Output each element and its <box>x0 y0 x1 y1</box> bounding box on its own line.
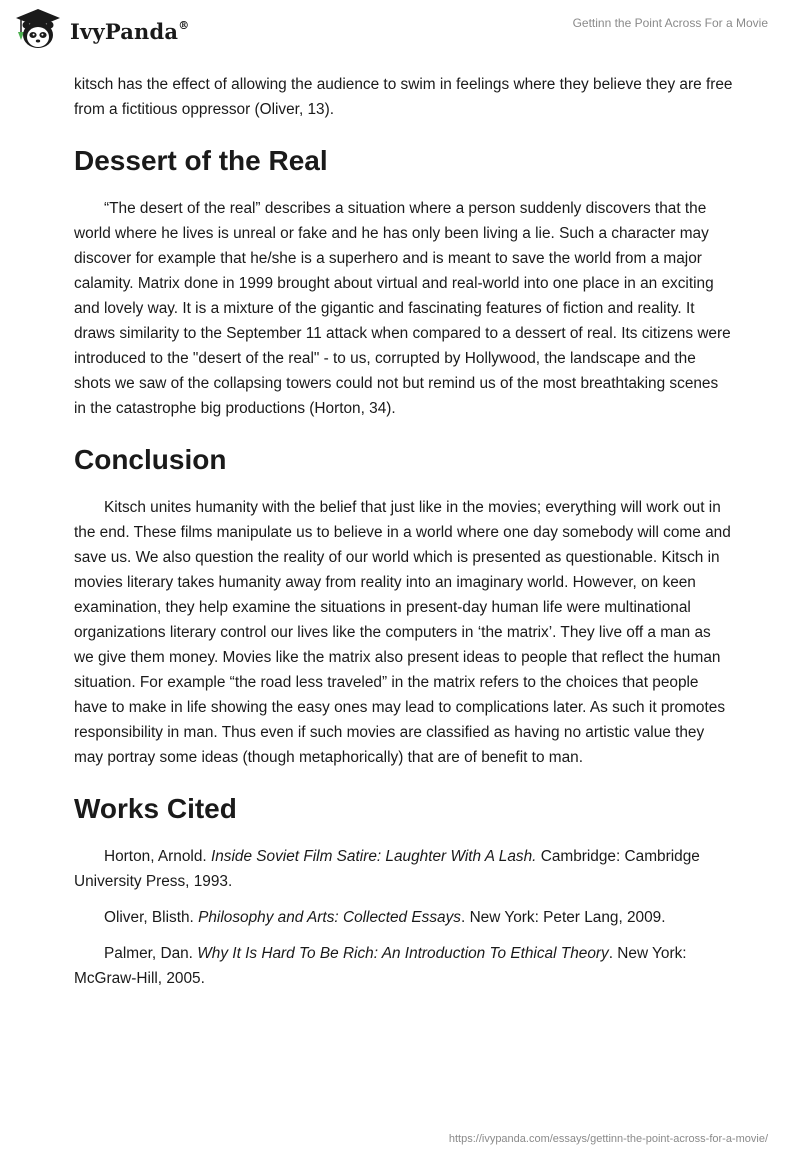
source-url[interactable]: https://ivypanda.com/essays/gettinn-the-point-across-for-a-movie/ <box>448 1133 768 1145</box>
section-heading-conclusion: Conclusion <box>74 444 227 475</box>
intro-paragraph: kitsch has the effect of allowing the audience to swim in feelings where they believe they are free from a fictitious oppressor (Oliver, 13). <box>74 76 733 118</box>
citation-entry: Horton, Arnold. Inside Soviet Film Satire: Laughter With A Lash. Cambridge: Cambridge University Press, 1993. <box>74 848 700 890</box>
citation-entry: Oliver, Blisth. Philosophy and Arts: Collected Essays. New York: Peter Lang, 2009. <box>104 909 666 926</box>
section-heading-desert: Dessert of the Real <box>74 145 328 176</box>
essay-content <box>74 72 734 991</box>
brand-name: IvyPanda® <box>70 18 190 44</box>
section-heading-works-cited: Works Cited <box>74 793 237 824</box>
conclusion-paragraph: Kitsch unites humanity with the belief that just like in the movies; everything will work out in the end. These films manipulate us to believe in a world where one day somebody will come and save us. We also question the reality of our world which is presented as questionable. Kitsch in movies literary takes humanity away from reality into an imaginary world. However, on keen examination, they help examine the situations in present-day human life were multinational organizations literary control our lives like the computers in ‘the matrix’. They live off a man as we give them money. Movies like the matrix also present ideas to people that reflect the human situation. For example “the road less traveled” in the matrix refers to the choices that people have to make in life showing the easy ones may lead to complications later. As such it promotes responsibility in man. Thus even if such movies are classified as having no artistic value they may portray some ideas (though metaphorically) that are of benefit to man. <box>74 499 731 766</box>
panda-graduate-icon <box>14 8 62 50</box>
page-header <box>0 0 800 70</box>
citation-entry: Palmer, Dan. Why It Is Hard To Be Rich: An Introduction To Ethical Theory. New York: McGraw-Hill, 2005. <box>74 945 687 987</box>
desert-paragraph: “The desert of the real” describes a situation where a person suddenly discovers that the world where he lives is unreal or fake and he has only been living a lie. Such a character may discover for example that he/she is a superhero and is meant to save the world from a major calamity. Matrix done in 1999 brought about virtual and real-world into one place in an exciting and lovely way. It is a mixture of the gigantic and fascinating features of fiction and reality. It draws similarity to the September 11 attack when compared to a dessert of real. Its citizens were introduced to the "desert of the real" - to us, corrupted by Hollywood, the landscape and the shots we saw of the collapsing towers could not but remind us of the most breathtaking scenes in the catastrophe big productions (Horton, 34). <box>74 200 731 417</box>
document-title: Gettinn the Point Across For a Movie <box>572 16 768 30</box>
ivypanda-logo[interactable] <box>14 8 189 50</box>
